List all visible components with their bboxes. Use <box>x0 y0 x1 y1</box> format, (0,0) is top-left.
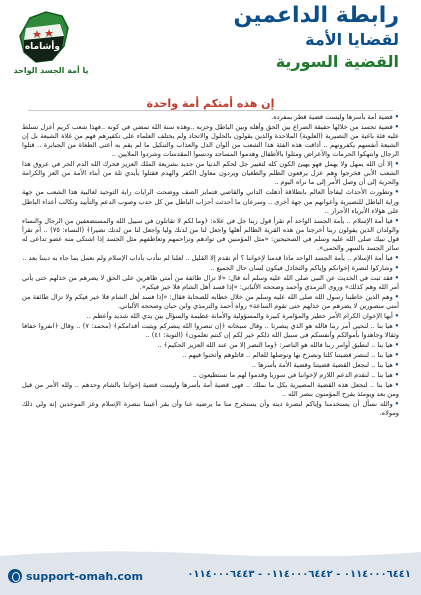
cause-title: القضية السورية <box>275 52 399 71</box>
paragraph: •هيا بنا .. لنجعل هذه القضية المصيرية بكل ما نملك .. فهي قضية أمة بأسرها وليست قضية إخواننا بالشام وحدهم .. ولله الأمر من قبل ومن بعد ويومئذ يفرح المؤمنون بنصر الله .. <box>22 380 399 399</box>
syria-map-logo <box>12 6 74 68</box>
bullet-icon: • <box>394 311 399 320</box>
bullet-icon: • <box>394 113 399 121</box>
title-block <box>109 2 399 72</box>
bullet-icon: • <box>394 371 399 379</box>
paragraph: •وتطورت الأحداث ليفاجأ العالم بانطلاقة أذهلت الداني والقاصي فتمايز الصف ووضحت الرايات راية التوحيد لغالبية هذا الشعب من جهة وراية الباطل للنصيرية وأعوانهم من جهة أخرى .. وسرعان ما أحدثت أحزاب الباطل من كل حدب وصوب الدعم والتأييد وتكالب أعداء الباطل على هؤلاء الأبرياء الأحرار .. <box>22 188 399 215</box>
quran-verse <box>0 92 421 110</box>
phone-numbers: ٠١١٤٠٠٠٦٤٤١ - ٠١١٤٠٠٠٦٤٤٢ - ٠١١٤٠٠٠٦٤٤٣ <box>187 569 411 580</box>
paragraph: •قضية أمة بأسرها وليست قضية قطر بمفرده. <box>271 113 399 121</box>
paragraph: •والله نسأل أن يستخدمنا وإياكم لنصرة دينه وأن يستخرج منا ما يرضيه عنا وأن يقر أعيننا بنصرة الإسلام وعز الموحدين إنه ولي ذلك ومولاه. <box>22 400 399 418</box>
bullet-icon: • <box>394 253 399 262</box>
bullet-icon: • <box>394 341 399 350</box>
logo-caption: يا أمة الجسد الواحد <box>13 66 89 75</box>
divider <box>28 110 393 111</box>
bullet-icon: • <box>394 361 399 370</box>
bullet-icon: • <box>394 351 399 360</box>
paragraph: •وهم الذين خاطبنا رسول الله صلى الله عليه وسلم من خلال خطابه للصحابة فقال: «إذا فسد أهل الشام فلا خير فيكم ولا تزال طائفة من أمتي منصورين لا يضرهم من خذلهم حتى تقوم الساعة» رواه أحمد والترمذي وابن حبان وصححه الألباني. <box>22 292 399 310</box>
paragraph: •فيا أمة الإسلام .. يأمة الجسد الواحد أم تقرأ قول ربنا جل في علاه: ﴿وما لكم لا تقاتلون في سبيل الله والمستضعفين من الرجال والنساء والولدان الذين يقولون ربنا أخرجنا من هذه القرية الظالم أهلها واجعل لنا من لدنك وليا واجعل لنا من لدنك نصيرا﴾ (النساء: ٧٥) .. أم تقرأ قول نبيك صلى الله عليه وسلم في الصحيحين: «مثل المؤمنين في توادهم وتراحمهم وتعاطفهم مثل الجسد إذا اشتكى منه عضو تداعى له سائر الجسد بالسهر والحمى». <box>22 216 399 252</box>
paragraph: •فقد ثبت في الحديث عن النبي صلى الله عليه وسلم أنه قال: «لا تزال طائفة من أمتي ظاهرين على الحق لا يضرهم من خذلهم حتى يأتي أمر الله وهم كذلك» وروى الترمذي وأحمد وصححه الألباني: «إذا فسد أهل الشام فلا خير فيكم». <box>22 273 399 291</box>
paragraph: •فيا أمة الإسلام .. يأمة الجسد الواحد ماذا قدمنا لإخواننا ؟ أم تقدم إلا القليل .. لعلنا لم نتأدب بآداب الإسلام ولم نعمل بما جاء به ديننا بعد .. <box>22 253 399 262</box>
paragraph: •هيا بنا .. لنطبق أوامر ربنا فالله هو الناصر: ﴿وما النصر إلا من عند الله العزيز الحكيم﴾ .. <box>157 341 399 350</box>
paragraph: •وشاركوا لنصرة إخوانكم وإياكم والتخاذل فيكون لسان حال الجميع .. <box>210 263 399 272</box>
bullet-icon: • <box>394 273 399 282</box>
logo-text: وأشاماه <box>24 42 60 52</box>
website-link[interactable] <box>8 567 143 585</box>
bullet-icon: • <box>394 400 399 409</box>
paragraph: •قضية تجسد من خلالها حقيقة الصراع بين الحق وأهله وبين الباطل وحزبه ..وهذه سنة الله تمضي في كونه ..فهذا شعب كريم أعزل تسلط عليه فئة باغية من النصيرية (العلوية) الملاحدة والذين يقولون بالحلول والاتحاد ولم يختلف العلماء على تكفيرهم فهم من غلاة الشيعة بل إن الشيعة أنفسهم يكفرونهم .. أذاقت هذه الفئة هذا الشعب من ألوان الذل والعذاب والتنكيل ما لم يقم به أعتى الطغاة من الجبابرة .. قتلوا الرجال وانتهكوا الحرمات والأعراض ومثلوا بالأطفال وهدموا المساجد ودنسوا المقدسات وشردوا الملايين .. <box>22 122 399 159</box>
paragraph: •هيا بنا .. لنقدم الدعم اللازم لإخواننا في سوريا وقدموا لهم ما تستطيعون .. <box>192 371 399 379</box>
bullet-icon: • <box>394 188 399 197</box>
bullet-icon: • <box>394 321 399 330</box>
bullet-icon: • <box>394 160 399 169</box>
website-text: support-omah.com <box>26 569 143 583</box>
paragraph: •هيا بنا .. لنجعل القضية قضيتنا وقضية الأمة بأسرها .. <box>251 361 399 370</box>
bullet-icon: • <box>394 292 399 301</box>
verse-text: إن هذه أمتكم أمة واحدة <box>146 97 275 110</box>
org-title: رابطة الداعمين <box>233 3 399 28</box>
globe-icon <box>8 569 22 583</box>
paragraph: •إلا أن الله يمهل ولا يهمل فهو يهيئ الكون كله لتغيير جل لحكم الدنيا من جديد بشريعة الملك العزيز فحرك الله الدم الحر في عروق هذا الشعب الأبي فخرجوا وهم عزل يرفعون الظلم والطغيان ويردون معاول الكفر والهدم فقتلوا بأيدي ثلة من أبناء الأمة من العز والكرامة والحرية إلى أن وصل الأمر إلى ما نراه اليوم .. <box>22 160 399 187</box>
syria-map-icon <box>12 6 74 68</box>
paragraph: •أيها الإخوان الكرام الأمر خطير والمؤامرة كبيرة والمسؤولية والأمانة عظيمة والسؤال بين يدي الله شديد وأعظم .. <box>86 311 399 320</box>
body-text <box>22 113 399 551</box>
bullet-icon: • <box>394 216 399 225</box>
bullet-icon: • <box>394 263 399 272</box>
paragraph: •هيا بنا .. لننصر قضيتنا كلنا ونصرخ بها ونوصلها للعالم .. قاتلوهم وأثخنوا فيهم .. <box>182 351 399 360</box>
paragraph: •هيا بنا .. لنحيي أمر ربنا فالله هو الذي ينصرنا .. وقال سبحانه ﴿إن تنصروا الله ينصركم ويثبت أقدامكم﴾ (محمد: ٧) .. وقال ﴿انفروا خفافا وثقالا وجاهدوا بأموالكم وأنفسكم في سبيل الله ذلكم خير لكم إن كنتم تعلمون﴾ (التوبة: ٤١) .. <box>22 321 399 340</box>
bullet-icon: • <box>394 122 399 131</box>
org-subtitle: لقضايا الأمة <box>305 30 399 49</box>
header <box>0 0 421 92</box>
bullet-icon: • <box>394 380 399 389</box>
